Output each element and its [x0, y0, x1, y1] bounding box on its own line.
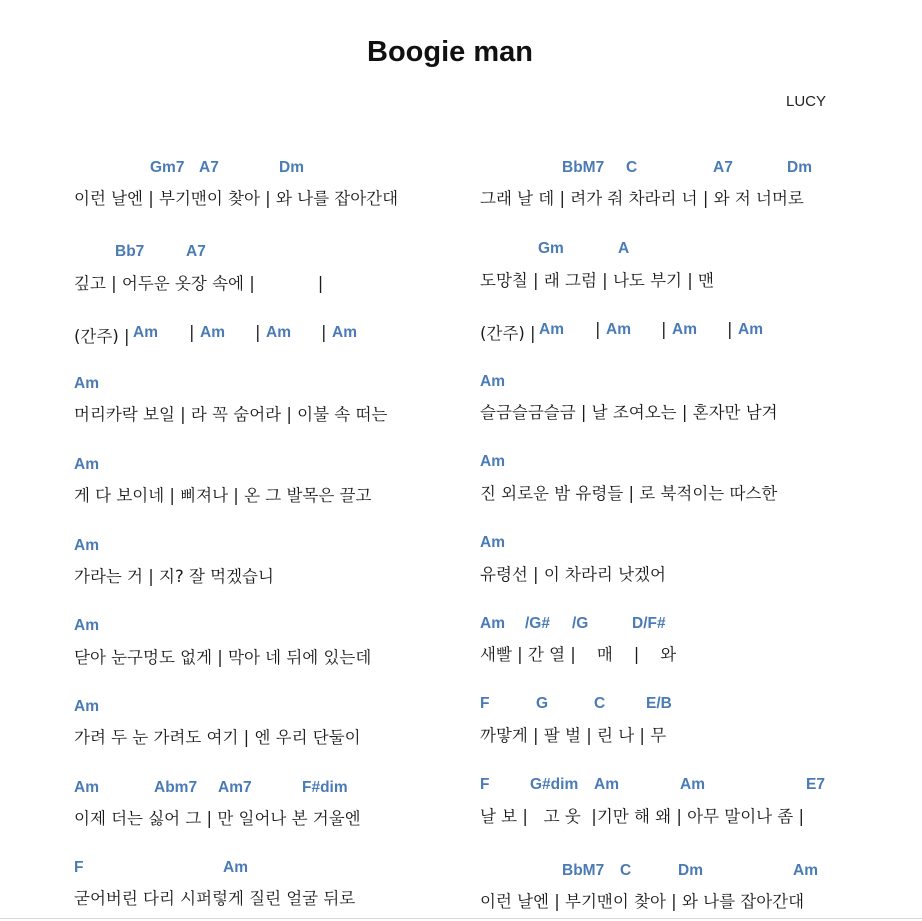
chord: C [626, 159, 638, 176]
lyric-line: 까맣게 | 팔 벌 | 린 나 | 무 [480, 726, 667, 745]
chord: Dm [787, 159, 812, 176]
lyric-line: 게 다 보이네 | 삐져나 | 온 그 발목은 끌고 [74, 486, 372, 505]
chord: G#dim [530, 776, 579, 793]
chord: Abm7 [154, 779, 198, 796]
chord: A7 [186, 243, 206, 260]
chord: Am [74, 617, 99, 634]
lyric-line: 그래 날 데 | 려가 줘 차라리 너 | 와 저 너머로 [480, 189, 804, 208]
page-bottom-divider [0, 918, 922, 919]
chord: BbM7 [562, 159, 605, 176]
lyric-line: 이제 더는 싫어 그 | 만 일어나 본 거울엔 [74, 809, 361, 828]
lyric-line: 유령선 | 이 차라리 낫겠어 [480, 565, 666, 584]
chord: Am [480, 453, 505, 470]
chord-line [0, 776, 900, 796]
lyric-line: 깊고 | 어두운 옷장 속에 | | [74, 274, 324, 293]
chord: Bb7 [115, 243, 145, 260]
chord: Dm [279, 159, 304, 176]
lyric-line: 머리카락 보일 | 라 꼭 숨어라 | 이불 속 떠는 [74, 405, 388, 424]
lyric-line: 날 보 | 고 웃 |기만 해 왜 | 아무 말이나 좀 | [480, 807, 805, 826]
chord: Am [266, 324, 291, 341]
chord: A7 [713, 159, 733, 176]
chord: BbM7 [562, 862, 605, 879]
chord-line [0, 534, 900, 554]
chord-line [0, 453, 900, 473]
chord: Am [480, 615, 505, 632]
bar-line: | [321, 323, 327, 342]
chord: F#dim [302, 779, 348, 796]
chord: Am [200, 324, 225, 341]
chord: F [74, 859, 84, 876]
chord: F [480, 776, 490, 793]
chord: Am [74, 779, 99, 796]
lyric-line: 이런 날엔 | 부기맨이 찾아 | 와 나를 잡아간대 [74, 189, 399, 208]
bar-line: | [661, 320, 667, 339]
chord: Am [480, 373, 505, 390]
chord: E7 [806, 776, 825, 793]
chord: Am7 [218, 779, 252, 796]
chord-line [0, 240, 900, 260]
chord: Am [332, 324, 357, 341]
chord: C [594, 695, 606, 712]
bar-line: | [255, 323, 261, 342]
chord: Am [680, 776, 705, 793]
chord: E/B [646, 695, 672, 712]
chord-line [0, 695, 900, 715]
chord: Am [793, 862, 818, 879]
lyric-line: 가라는 거 | 지? 잘 먹겠습니 [74, 567, 274, 586]
chord: /G [572, 615, 589, 632]
lyric-line: 슬금슬금슬금 | 날 조여오는 | 혼자만 남겨 [480, 403, 778, 422]
lyric-line: 가려 두 눈 가려도 여기 | 엔 우리 단둘이 [74, 728, 361, 747]
chord: /G# [525, 615, 550, 632]
chord: Am [133, 324, 158, 341]
lyric-line: 새빨 | 간 열 | 매 | 와 [480, 645, 677, 664]
lyric-line: 진 외로운 밤 유령들 | 로 북적이는 따스한 [480, 484, 778, 503]
chord: Am [74, 375, 99, 392]
chord: Am [594, 776, 619, 793]
bar-line: | [189, 323, 195, 342]
bar-line: | [727, 320, 733, 339]
chord: Am [539, 321, 564, 338]
chord: Am [74, 537, 99, 554]
chord-line [0, 373, 900, 393]
chord: Gm7 [150, 159, 185, 176]
artist-name: LUCY [785, 93, 826, 110]
chord: Gm [538, 240, 564, 257]
lyric-line: 닫아 눈구멍도 없게 | 막아 네 뒤에 있는데 [74, 648, 372, 667]
chord: C [620, 862, 632, 879]
song-title: Boogie man [367, 36, 533, 68]
lyric-line: 이런 날엔 | 부기맨이 찾아 | 와 나를 잡아간대 [480, 892, 805, 911]
chord: Am [672, 321, 697, 338]
chord: Am [480, 534, 505, 551]
chord: Dm [678, 862, 703, 879]
bar-line: | [595, 320, 601, 339]
chord: Am [223, 859, 248, 876]
lyric-line: 도망칠 | 래 그럼 | 나도 부기 | 맨 [480, 271, 714, 290]
chord-line [0, 862, 900, 882]
interlude-label: (간주) | [74, 327, 130, 346]
chord-line [0, 615, 900, 635]
chord: A [618, 240, 630, 257]
interlude-label: (간주) | [480, 324, 536, 343]
chord: Am [74, 456, 99, 473]
chord: A7 [199, 159, 219, 176]
chord: Am [606, 321, 631, 338]
chord: D/F# [632, 615, 666, 632]
lyric-line: 굳어버린 다리 시퍼렇게 질린 얼굴 뒤로 [74, 889, 356, 908]
chord: G [536, 695, 549, 712]
chord: Am [738, 321, 763, 338]
interlude-line [480, 320, 900, 342]
chord: F [480, 695, 490, 712]
chord-line [0, 159, 900, 179]
chord: Am [74, 698, 99, 715]
